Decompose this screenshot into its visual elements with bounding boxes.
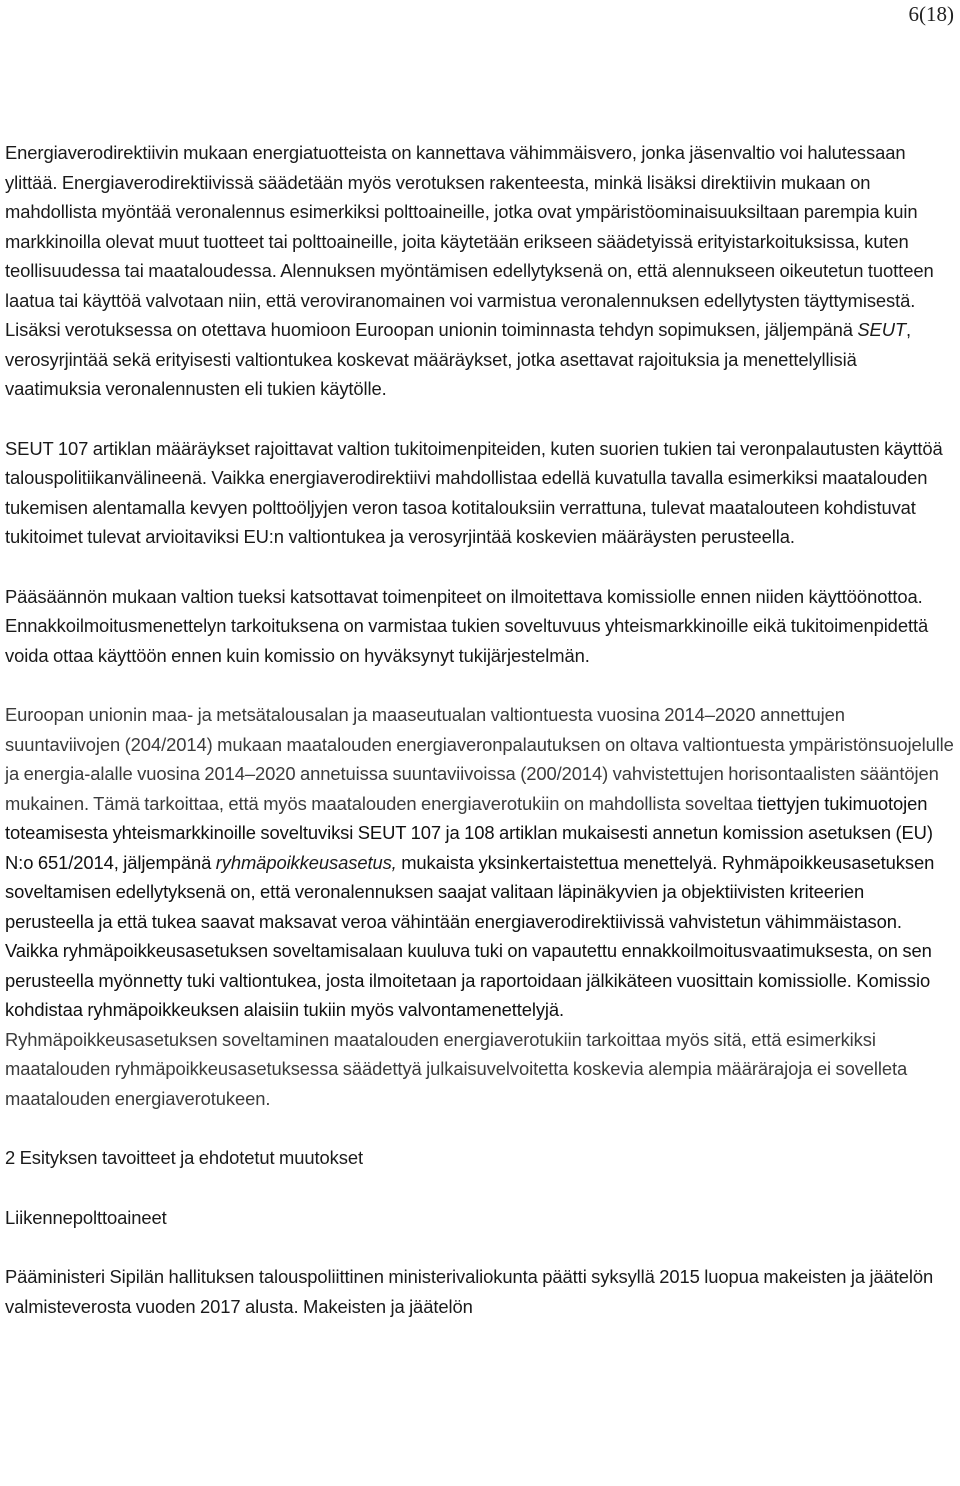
paragraph-energy-tax-directive	[5, 138, 957, 404]
document-body	[5, 138, 957, 1321]
paragraph-text: Euroopan unionin maa- ja metsätalousalan ja maaseutualan valtiontuesta vuosina 2014–2020 annettujen suuntaviivojen (204/2014) mukaan maatalouden energiaveronpalautuksen on oltava valtiontuesta ympäristönsuojelulle ja energia-alalle vuosina 2014–2020 annetuissa suuntaviivoissa (200/2014) vahvistettujen horisontaalisten sääntöjen mukainen. Tämä tarkoittaa, että myös maatalouden energiaverotukiin on mahdollista soveltaa	[5, 704, 954, 814]
paragraph-text: , verosyrjintää sekä erityisesti valtiontukea koskevat määräykset, jotka asettavat rajoituksia ja menettelyllisiä vaatimuksia veronalennusten eli tukien käytölle.	[5, 319, 912, 399]
subsection-heading: Liikennepolttoaineet	[5, 1206, 167, 1228]
page-number: 6(18)	[908, 2, 954, 26]
term-group-exemption-regulation: ryhmäpoikkeusasetus,	[215, 851, 397, 873]
abbreviation-seut: SEUT	[857, 319, 907, 340]
paragraph-text: Energiaverodirektiivin mukaan energiatuotteista on kannettava vähimmäisvero, jonka jäsenvaltio voi halutessaan ylittää. Energiaverodirektiivissä säädetään myös verotuksen rakenteesta, minkä lisäksi direktiivin mukaan on mahdollista myöntää veronalennus esimerkiksi polttoaineille, jotka ovat ympäristöominaisuuksiltaan parempia kuin markkinoilla olevat muut tuotteet tai polttoaineille, joita käytetään erikseen säädetyissä erityistarkoituksissa, kuten teollisuudessa tai maataloudessa. Alennuksen myöntämisen edellytyksenä on, että alennukseen oikeutetun tuotteen laatua tai käyttöä valvotaan niin, että veroviranomainen voi varmistua veronalennuksen edellytysten täyttymisestä. Lisäksi verotuksessa on otettava huomioon Euroopan unionin toiminnasta tehdyn sopimuksen, jäljempänä	[5, 142, 934, 340]
paragraph-government-decision: Pääministeri Sipilän hallituksen talouspoliittinen ministerivaliokunta päätti syksyllä 2015 luopua makeisten ja jäätelön valmisteverosta vuoden 2017 alusta. Makeisten ja jäätelön	[5, 1266, 934, 1317]
paragraph-text: mukaista yksinkertaistettua menettelyä. Ryhmäpoikkeusasetuksen soveltamisen edellytyksenä on, että veronalennuksen saajat valitaan läpinäkyvien ja objektiivisten kriteerien perusteella ja että tukea saavat maksavat veroa vähintään energiaverodirektiivissä vahvistetun vähimmäistason. Vaikka ryhmäpoikkeusasetuksen soveltamisalaan kuuluva tuki on vapautettu ennakkoilmoitusvaatimuksesta, on sen perusteella myönnetty tuki valtiontukea, josta ilmoitetaan ja raportoidaan jälkikäteen vuosittain komissiolle. Komissio kohdistaa ryhmäpoikkeuksen alaisiin tukiin myös valvontamenettelyjä.	[5, 851, 935, 1020]
paragraph-text: tiettyjen tukimuotojen toteamisesta yhteismarkkinoille soveltuviksi SEUT 107 ja 108 artiklan mukaisesti annetun komission asetuksen (EU) N:o 651/2014, jäljempänä	[5, 792, 933, 873]
section-heading: 2 Esityksen tavoitteet ja ehdotetut muutokset	[5, 1147, 363, 1168]
paragraph-seut-107: SEUT 107 artiklan määräykset rajoittavat valtion tukitoimenpiteiden, kuten suorien tukien tai veronpalautusten käyttöä talouspolitiikanvälineenä. Vaikka energiaverodirektiivi mahdollistaa edellä kuvatulla tavalla esimerkiksi maatalouden tukemisen alentamalla kevyen polttoöljyjen veron tasoa kotitalouksiin verrattuna, tulevat maatalouteen kohdistuvat tukitoimet tulevat arvioitaviksi EU:n valtiontukea ja verosyrjintää koskevien määräysten perusteella.	[5, 437, 943, 547]
paragraph-text: Ryhmäpoikkeusasetuksen soveltaminen maatalouden energiaverotukiin tarkoittaa myös sitä, että esimerkiksi maatalouden ryhmäpoikkeusasetuksessa säädettyä julkaisuvelvoitetta koskevia alempia määrärajoja ei sovelleta maatalouden energiaverotukeen.	[5, 1028, 908, 1109]
paragraph-notification-rule: Pääsäännön mukaan valtion tueksi katsottavat toimenpiteet on ilmoitettava komissiolle ennen niiden käyttöönottoa. Ennakkoilmoitusmenettelyn tarkoituksena on varmistaa tukien soveltuvuus yhteismarkkinoille eikä tukitoimenpidettä voida ottaa käyttöön ennen kuin komissio on hyväksynyt tukijärjestelmän.	[5, 585, 929, 666]
paragraph-agriculture-guidelines	[5, 700, 957, 1113]
